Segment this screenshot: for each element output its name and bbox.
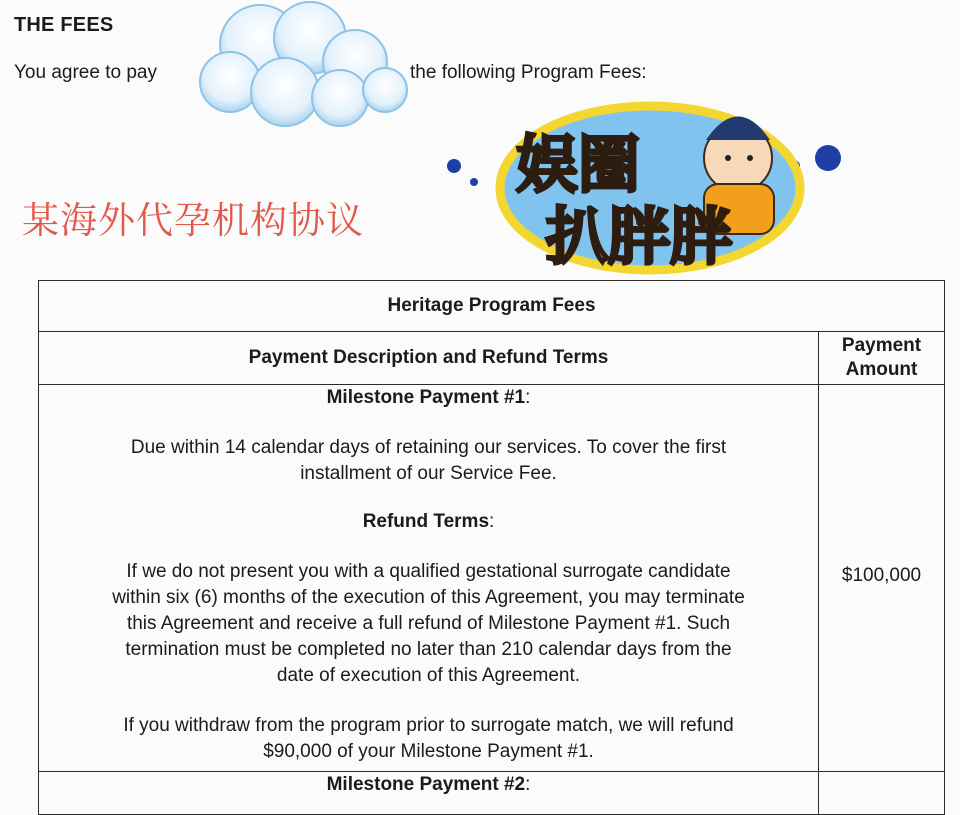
doc-heading: THE FEES <box>14 14 114 36</box>
column-header-amount <box>819 332 945 385</box>
withdraw-line1: If you withdraw from the program prior to surrogate match, we will refund <box>123 715 734 736</box>
fee-table-title: Heritage Program Fees <box>39 281 945 332</box>
milestone2-description <box>39 772 819 815</box>
logo-text-bottom: 扒胖胖 <box>546 200 733 273</box>
milestone1-title-colon: : <box>525 387 531 408</box>
milestone1-amount-cell <box>819 385 945 772</box>
milestone1-amount: $100,000 <box>841 565 922 586</box>
refund-line1: If we do not present you with a qualified gestational surrogate candidate <box>126 561 731 582</box>
fee-table <box>38 280 945 815</box>
withdraw-line2: $90,000 of your Milestone Payment #1. <box>263 741 594 762</box>
refund-line5: date of execution of this Agreement. <box>276 665 581 686</box>
refund-line3: this Agreement and receive a full refund of Milestone Payment #1. Such <box>126 613 731 634</box>
milestone2-title: Milestone Payment #2 <box>326 774 526 795</box>
milestone2-title-colon: : <box>525 774 531 795</box>
intro-text-left: You agree to pay <box>14 62 157 83</box>
milestone1-title: Milestone Payment #1 <box>326 387 526 408</box>
milestone1-due-line2: installment of our Service Fee. <box>300 463 557 484</box>
refund-terms-colon: : <box>489 511 495 532</box>
brand-logo <box>438 88 850 278</box>
milestone1-due-line1: Due within 14 calendar days of retaining our services. To cover the first <box>130 437 727 458</box>
column-header-amount-line1: Payment <box>841 335 922 356</box>
overlay-caption: 某海外代孕机构协议 <box>22 199 364 242</box>
refund-line2: within six (6) months of the execution of this Agreement, you may terminate <box>112 587 745 608</box>
refund-line4: termination must be completed no later than 210 calendar days from the <box>125 639 732 660</box>
intro-text-right: the following Program Fees: <box>410 62 647 83</box>
column-header-amount-line2: Amount <box>845 359 918 380</box>
milestone1-description <box>39 385 819 772</box>
milestone2-amount-cell <box>819 772 945 815</box>
logo-text-top: 娱圈 <box>516 128 641 201</box>
refund-terms-title: Refund Terms <box>362 511 490 532</box>
cloud-sticker <box>180 0 420 128</box>
column-header-description: Payment Description and Refund Terms <box>39 332 819 385</box>
